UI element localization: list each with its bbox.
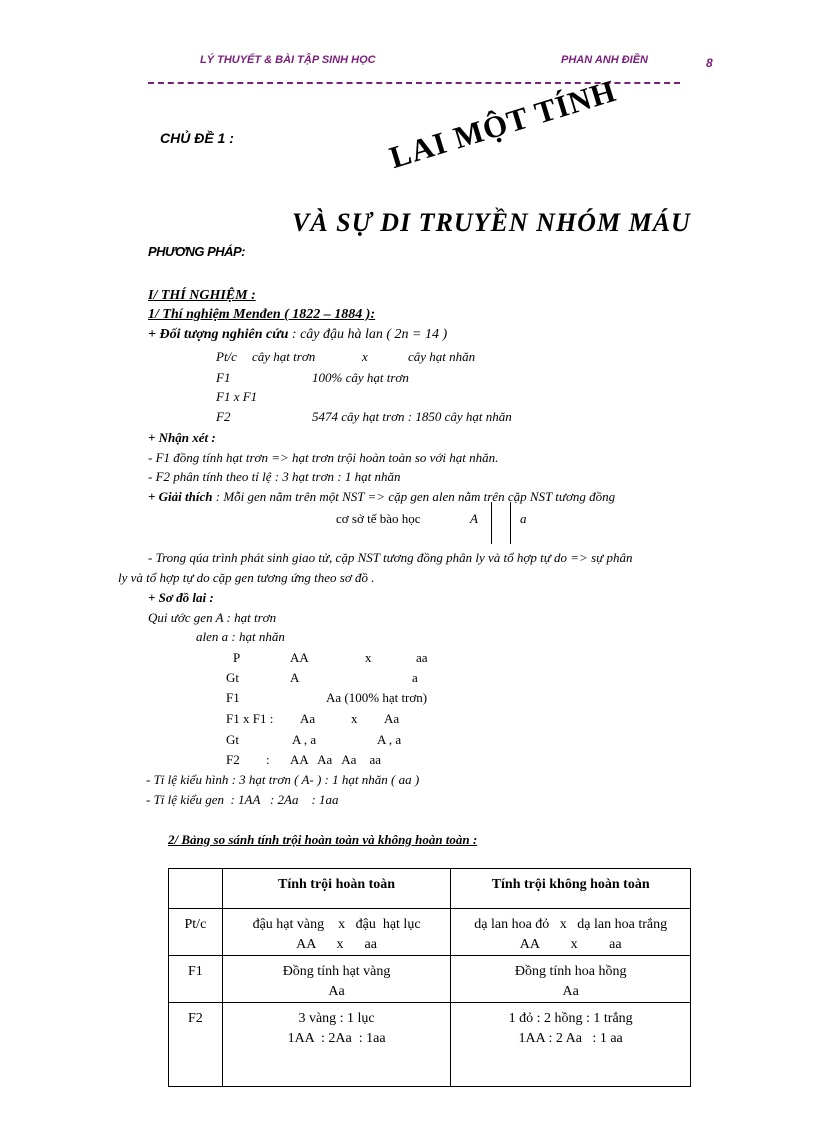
explanation-label: + Giải thích <box>148 489 213 504</box>
cytology-label: cơ sở tế bào học <box>336 511 421 526</box>
scheme-f1-label: F1 <box>226 690 240 705</box>
scheme-gt-a: A <box>290 670 300 685</box>
scheme-f1xf1-x: x <box>351 711 358 726</box>
gene-convention-1: Qui ước gen A : hạt trơn <box>148 610 277 625</box>
chromosome-right <box>510 502 511 544</box>
table-cell: 3 vàng : 1 lục 1AA : 2Aa : 1aa <box>222 1003 451 1087</box>
f1xf1-label: F1 x F1 <box>216 389 258 404</box>
scheme-f2-genotypes: AA Aa Aa aa <box>290 752 381 767</box>
table-header-incomplete: Tính trội không hoàn toàn <box>451 869 691 909</box>
scheme-f1xf1-a: Aa <box>300 711 316 726</box>
cross-p-x: x <box>362 349 368 364</box>
table-row-label: F1 <box>169 956 223 1003</box>
allele-A: A <box>470 511 478 526</box>
chromosome-left <box>491 502 492 544</box>
page-number: 8 <box>706 56 713 70</box>
header-title: LÝ THUYẾT & BÀI TẬP SINH HỌC <box>200 54 376 66</box>
f2-label: F2 <box>216 409 231 424</box>
genotype-ratio: - Tỉ lệ kiểu gen : 1AA : 2Aa : 1aa <box>146 792 339 807</box>
table-cell: đậu hạt vàng x đậu hạt lục AA x aa <box>222 909 451 956</box>
scheme-gt2-b: A , a <box>377 732 402 747</box>
paragraph-line-1: - Trong qúa trình phát sinh giao tử, cặp NST tương đồng phân ly và tổ hợp tự do => sự phân <box>148 550 633 565</box>
f2-text: 5474 cây hạt trơn : 1850 cây hạt nhăn <box>312 409 512 424</box>
object-line <box>148 327 447 343</box>
scheme-gt2-a: A , a <box>292 732 317 747</box>
observation-1: - F1 đồng tính hạt trơn => hạt trơn trội hoàn toàn so với hạt nhăn. <box>148 450 499 465</box>
scheme-gt-label: Gt <box>226 670 239 685</box>
scheme-f1xf1-label: F1 x F1 : <box>226 711 274 726</box>
observation-2: - F2 phân tính theo tỉ lệ : 3 hạt trơn : 1 hạt nhăn <box>148 469 401 484</box>
object-label: + Đối tượng nghiên cứu <box>148 327 289 342</box>
table-row <box>169 956 691 1003</box>
table-cell: 1 đỏ : 2 hồng : 1 trắng 1AA : 2 Aa : 1 aa <box>451 1003 691 1087</box>
scheme-p-x: x <box>365 650 372 665</box>
scheme-gt2-label: Gt <box>226 732 239 747</box>
scheme-f2-label: F2 <box>226 752 240 767</box>
scheme-p-b: aa <box>416 650 428 665</box>
scheme-label: + Sơ đồ lai : <box>148 590 214 605</box>
scheme-p-a: AA <box>290 650 309 665</box>
table-cell: Đồng tính hoa hồng Aa <box>451 956 691 1003</box>
gene-convention-2: alen a : hạt nhăn <box>196 629 285 644</box>
cross-p-label: Pt/c <box>216 349 237 364</box>
table-row-label: F2 <box>169 1003 223 1087</box>
cross-p-b: cây hạt nhăn <box>408 349 476 364</box>
table-cell: dạ lan hoa đỏ x dạ lan hoa trắng AA x aa <box>451 909 691 956</box>
scheme-f1xf1-b: Aa <box>384 711 400 726</box>
table-row <box>169 1003 691 1087</box>
main-title: LAI MỘT TÍNH <box>385 72 621 176</box>
table-cell: Đồng tính hạt vàng Aa <box>222 956 451 1003</box>
object-text: : cây đậu hà lan ( 2n = 14 ) <box>291 327 448 342</box>
section-2-heading: 2/ Bảng so sánh tính trội hoàn toàn và không hoàn toàn : <box>168 832 478 847</box>
table-header-complete: Tính trội hoàn toàn <box>222 869 451 909</box>
method-label: PHƯƠNG PHÁP: <box>148 244 246 259</box>
table-row <box>169 909 691 956</box>
scheme-gt-b: a <box>412 670 418 685</box>
f1-text: 100% cây hạt trơn <box>312 370 409 385</box>
explanation-text: : Mỗi gen nằm trên một NST => cặp gen alen nằm trên cặp NST tương đồng <box>215 489 616 504</box>
cross-p-a: cây hạt trơn <box>252 349 316 364</box>
table-header-row <box>169 869 691 909</box>
scheme-f2-colon: : <box>266 752 270 767</box>
paragraph-line-2: ly và tổ hợp tự do cặp gen tương ứng theo sơ đồ . <box>118 570 375 585</box>
table-row-label: Pt/c <box>169 909 223 956</box>
explanation-line <box>148 489 615 505</box>
phenotype-ratio: - Tỉ lệ kiểu hình : 3 hạt trơn ( A- ) : 1 hạt nhăn ( aa ) <box>146 772 420 787</box>
header-author: PHAN ANH ĐIỀN <box>561 54 648 66</box>
sub-title: VÀ SỰ DI TRUYỀN NHÓM MÁU <box>292 208 691 237</box>
table-corner-cell <box>169 869 223 909</box>
section-1-heading: I/ THÍ NGHIỆM : <box>148 288 256 303</box>
allele-a: a <box>520 511 527 526</box>
scheme-p-label: P <box>233 650 241 665</box>
scheme-f1-a: Aa (100% hạt trơn) <box>326 690 428 705</box>
observation-label: + Nhận xét : <box>148 430 216 445</box>
f1-label: F1 <box>216 370 231 385</box>
experiment-heading: 1/ Thí nghiệm Menđen ( 1822 – 1884 ): <box>148 307 376 322</box>
topic-label: CHỦ ĐỀ 1 : <box>160 130 234 146</box>
comparison-table <box>168 868 691 1087</box>
